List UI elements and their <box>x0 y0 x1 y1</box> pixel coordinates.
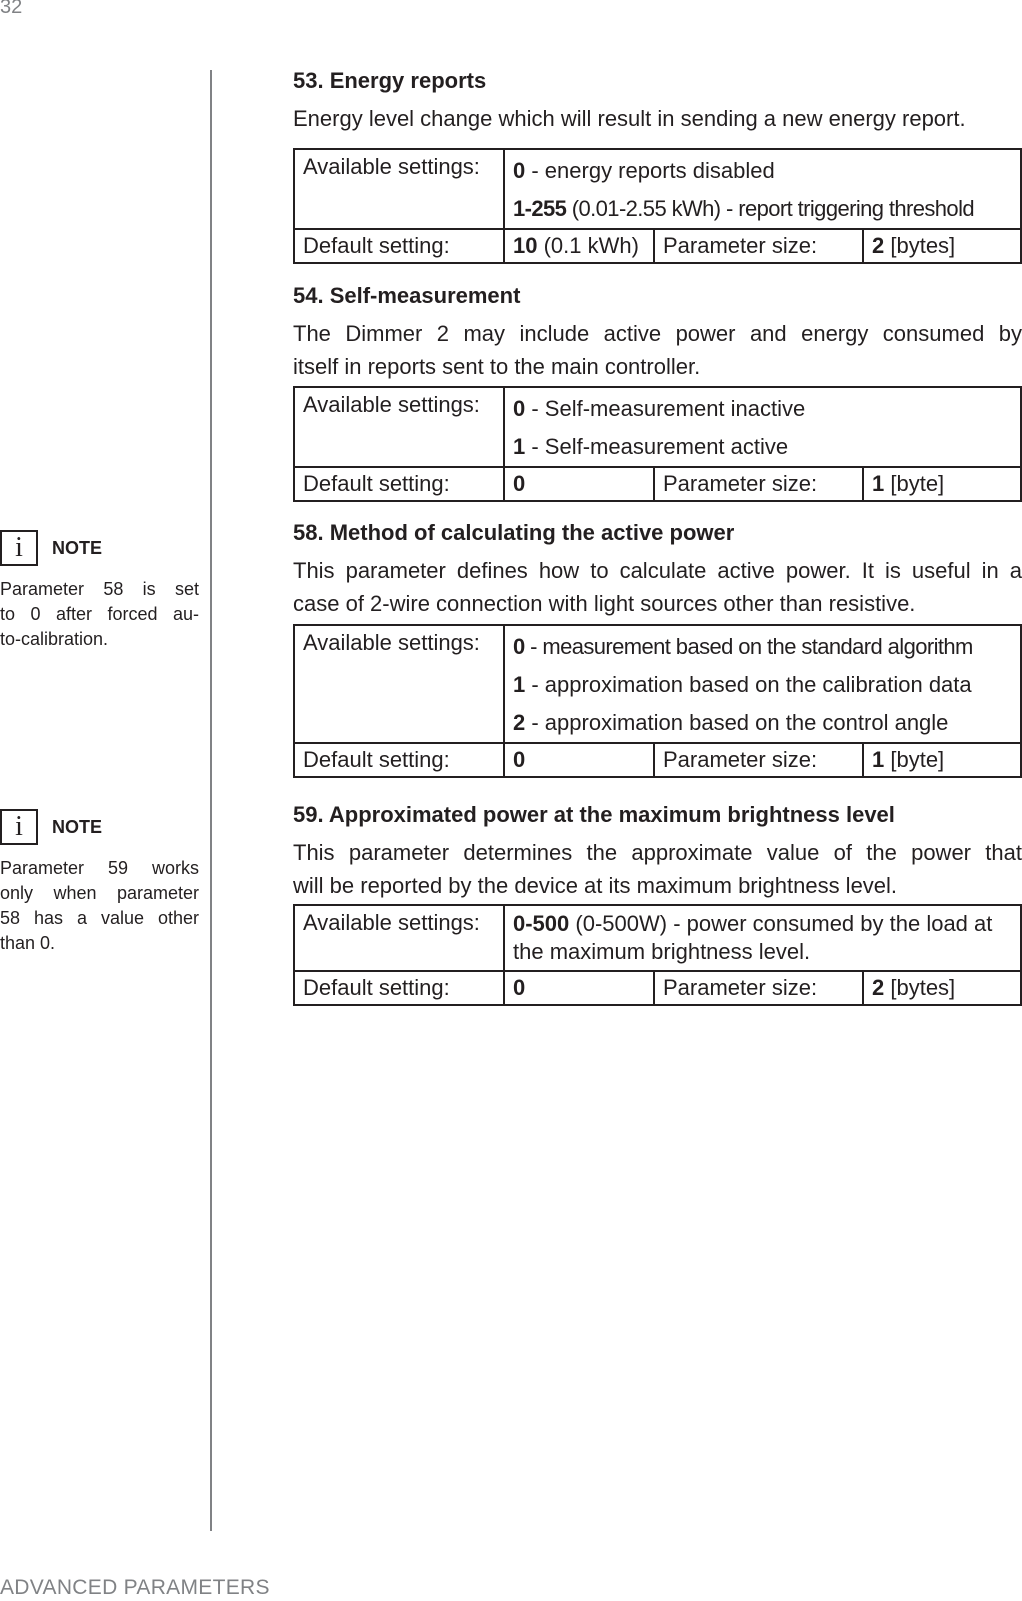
note-header <box>0 808 199 846</box>
description-line: itself in reports sent to the main controller. <box>293 354 701 379</box>
description-line: case of 2-wire connection with light sources other than resistive. <box>293 591 916 616</box>
default-value-cell <box>504 467 654 501</box>
note-line: only when parameter <box>0 883 199 903</box>
size-value-cell <box>863 743 1021 777</box>
parameter-table-54 <box>293 386 1022 502</box>
option-value: 1 <box>513 672 526 697</box>
default-row <box>294 467 1021 501</box>
option-value: 0 <box>513 634 525 659</box>
size-label: Parameter size: <box>654 229 863 263</box>
option-text: - measurement based on the standard algorithm <box>524 634 973 659</box>
description-line: This parameter determines the approximate value of the power that <box>293 840 1022 865</box>
options-cell <box>504 905 1021 971</box>
size-value: 1 <box>872 471 885 496</box>
available-row <box>294 149 1021 229</box>
option-value: 1-255 <box>513 196 567 221</box>
available-row <box>294 905 1021 971</box>
available-label: Available settings: <box>294 625 504 743</box>
option-item <box>513 908 1012 970</box>
size-value: 2 <box>872 975 885 1000</box>
default-value-cell <box>504 229 654 263</box>
size-unit: [bytes] <box>884 233 956 258</box>
available-label: Available settings: <box>294 387 504 467</box>
option-value: 2 <box>513 710 526 735</box>
note-title: NOTE <box>52 537 103 558</box>
option-value: 1 <box>513 434 526 459</box>
default-label: Default setting: <box>294 743 504 777</box>
section-title: 54. Self-measurement <box>293 283 521 308</box>
default-value: 0 <box>513 975 526 1000</box>
size-value: 2 <box>872 233 885 258</box>
section-self-measurement <box>293 279 1022 383</box>
option-text: - Self-measurement inactive <box>525 396 806 421</box>
info-icon: i <box>0 809 38 845</box>
option-item <box>513 190 1012 228</box>
option-text: - Self-measurement active <box>525 434 789 459</box>
section-title: 59. Approximated power at the maximum brightness level <box>293 802 895 827</box>
section-description <box>293 102 1022 135</box>
description-line: will be reported by the device at its maximum brightness level. <box>293 873 898 898</box>
parameter-table-53 <box>293 148 1022 264</box>
default-label: Default setting: <box>294 229 504 263</box>
default-value-cell <box>504 743 654 777</box>
description-line: Energy level change which will result in sending a new energy report. <box>293 106 966 131</box>
option-text: (0.01-2.55 kWh) - report triggering threshold <box>566 196 974 221</box>
section-title: 58. Method of calculating the active power <box>293 520 735 545</box>
available-label: Available settings: <box>294 905 504 971</box>
default-value: 0 <box>513 471 526 496</box>
option-item <box>513 390 1012 428</box>
available-label: Available settings: <box>294 149 504 229</box>
note-parameter-58 <box>0 529 199 652</box>
default-value: 10 <box>513 233 538 258</box>
info-icon: i <box>0 530 38 566</box>
size-label: Parameter size: <box>654 467 863 501</box>
section-approximated-power <box>293 798 1022 902</box>
size-value-cell <box>863 229 1021 263</box>
options-cell <box>504 625 1021 743</box>
option-item <box>513 666 1012 704</box>
note-text <box>0 577 199 652</box>
description-line: This parameter defines how to calculate active power. It is useful in a <box>293 558 1022 583</box>
option-text: - approximation based on the calibration data <box>525 672 972 697</box>
note-line: to 0 after forced au- <box>0 604 199 624</box>
default-row <box>294 971 1021 1005</box>
size-unit: [byte] <box>884 747 945 772</box>
note-header <box>0 529 199 567</box>
note-line: than 0. <box>0 933 56 953</box>
option-text: - approximation based on the control angle <box>525 710 949 735</box>
option-item <box>513 428 1012 466</box>
description-line: The Dimmer 2 may include active power and energy consumed by <box>293 321 1022 346</box>
parameter-table-59 <box>293 904 1022 1006</box>
section-active-power-method <box>293 516 1022 620</box>
default-label: Default setting: <box>294 467 504 501</box>
option-text: (0-500W) - power consumed by the load at the maximum brightness level. <box>513 911 993 964</box>
page-number: 32 <box>0 0 23 18</box>
section-description <box>293 317 1022 383</box>
note-text <box>0 856 199 956</box>
size-unit: [bytes] <box>884 975 956 1000</box>
section-title: 53. Energy reports <box>293 68 487 93</box>
option-text: - energy reports disabled <box>525 158 775 183</box>
note-title: NOTE <box>52 816 103 837</box>
size-value: 1 <box>872 747 885 772</box>
note-line: to-calibration. <box>0 629 109 649</box>
option-item <box>513 704 1012 742</box>
available-row <box>294 387 1021 467</box>
section-energy-reports <box>293 64 1022 135</box>
note-line: Parameter 58 is set <box>0 579 199 599</box>
note-parameter-59 <box>0 808 199 956</box>
default-label: Default setting: <box>294 971 504 1005</box>
size-value-cell <box>863 971 1021 1005</box>
note-line: 58 has a value other <box>0 908 199 928</box>
size-label: Parameter size: <box>654 743 863 777</box>
option-value: 0 <box>513 396 526 421</box>
option-value: 0 <box>513 158 526 183</box>
section-description <box>293 836 1022 902</box>
size-unit: [byte] <box>884 471 945 496</box>
default-value-cell <box>504 971 654 1005</box>
options-cell <box>504 387 1021 467</box>
option-value: 0-500 <box>513 911 570 936</box>
note-line: Parameter 59 works <box>0 858 199 878</box>
default-value: 0 <box>513 747 526 772</box>
size-label: Parameter size: <box>654 971 863 1005</box>
page-footer: ADVANCED PARAMETERS <box>0 1576 270 1599</box>
size-value-cell <box>863 467 1021 501</box>
options-cell <box>504 149 1021 229</box>
available-row <box>294 625 1021 743</box>
option-item <box>513 628 1012 666</box>
column-divider <box>210 70 212 1531</box>
default-row <box>294 743 1021 777</box>
option-item <box>513 152 1012 190</box>
parameter-table-58 <box>293 624 1022 778</box>
default-row <box>294 229 1021 263</box>
default-suffix: (0.1 kWh) <box>537 233 639 258</box>
section-description <box>293 554 1022 620</box>
